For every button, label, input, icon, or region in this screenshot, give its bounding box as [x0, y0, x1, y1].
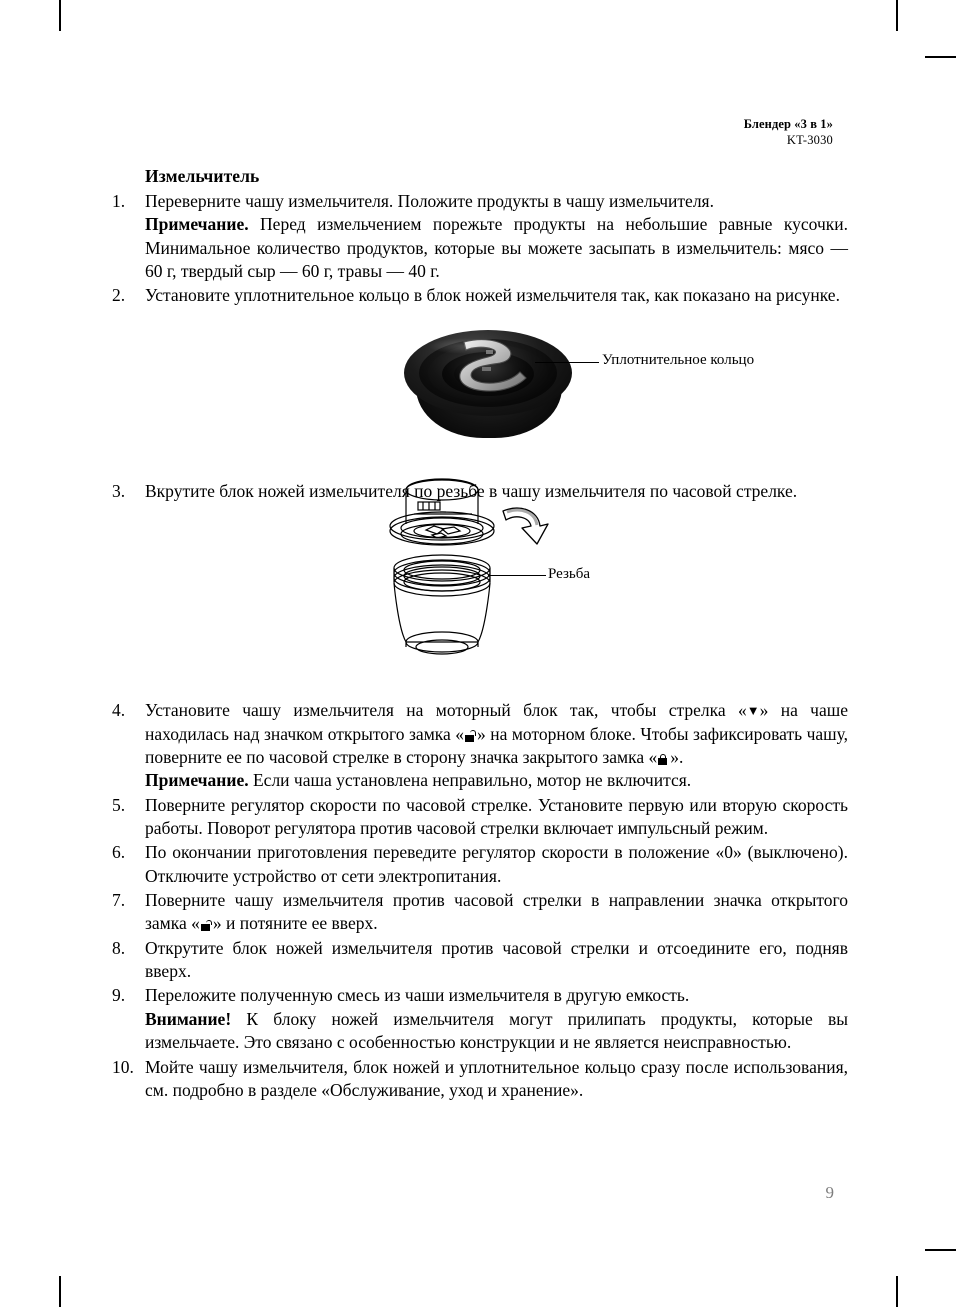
paragraph-text: Переложите полученную смесь из чаши измельчителя в другую емкость.	[145, 985, 690, 1006]
paragraph-text: » и потяните ее вверх.	[212, 913, 378, 934]
paragraph-text: » на чаше находилась над значком открытого замка «	[145, 700, 848, 744]
paragraph-text: Поверните чашу измельчителя против часовой стрелки в направлении значка открытого замка «	[145, 890, 848, 934]
paragraph-text: Установите чашу измельчителя на моторный блок так, чтобы стрелка «	[145, 700, 747, 721]
sealing-ring-label: Уплотнительное кольцо	[602, 352, 755, 368]
step-number: 2.	[112, 285, 126, 306]
instruction-step	[112, 190, 848, 283]
crop-mark-top-right-vertical	[896, 0, 898, 31]
step-paragraph	[145, 984, 848, 1007]
padlock-shackle	[206, 920, 212, 926]
running-head	[744, 116, 833, 148]
instruction-step	[112, 984, 848, 1054]
thread-leader-line	[488, 575, 546, 576]
padlock-open-icon	[200, 918, 213, 931]
paragraph-text: » на моторном блоке. Чтобы зафиксировать чашу, поверните ее по часовой стрелке в сторону значка закрытого замка «	[145, 723, 848, 767]
step-paragraph	[145, 190, 848, 213]
sealing-ring-photo-image	[398, 322, 578, 438]
padlock-body	[465, 735, 474, 742]
step-paragraph	[145, 841, 848, 888]
paragraph-lead-in: Примечание.	[145, 770, 249, 791]
paragraph-text: Если чаша установлена неправильно, мотор не включится.	[248, 770, 692, 791]
instruction-step	[112, 841, 848, 888]
step-paragraph	[145, 794, 848, 841]
paragraph-text: Переверните чашу измельчителя. Положите продукты в чашу измельчителя.	[145, 191, 714, 211]
crop-mark-bottom-right-vertical	[896, 1276, 898, 1307]
instruction-step	[112, 889, 848, 936]
step-number: 10.	[112, 1056, 134, 1077]
photo-highlight	[428, 338, 498, 354]
step-paragraph	[145, 699, 848, 769]
step-number: 3.	[112, 480, 126, 501]
padlock-open-icon	[464, 729, 477, 742]
sealing-ring-leader-line	[535, 362, 599, 363]
padlock-body	[201, 924, 210, 931]
crop-mark-top-left	[59, 0, 61, 31]
instruction-step	[112, 794, 848, 841]
step-number: 9.	[112, 985, 126, 1006]
step-number: 7.	[112, 890, 126, 911]
step-number: 4.	[112, 700, 126, 721]
step-number: 1.	[112, 191, 126, 211]
paragraph-text: Установите уплотнительное кольцо в блок ножей измельчителя так, как показано на рисунке.	[145, 285, 840, 306]
step-paragraph	[145, 937, 848, 984]
instruction-step	[112, 699, 848, 792]
step-paragraph	[145, 213, 848, 283]
paragraph-text: По окончании приготовления переведите регулятор скорости в положение «0» (выключено). Отключите устройство от сети электропитания.	[145, 842, 848, 886]
crop-mark-top-right-horizontal	[925, 56, 956, 58]
paragraph-text: Открутите блок ножей измельчителя против часовой стрелки и отсоедините его, подняв вверх.	[145, 937, 848, 982]
thread-label: Резьба	[548, 566, 591, 582]
step-number: 6.	[112, 842, 126, 863]
triangle-down-icon: ▼	[746, 703, 760, 719]
instruction-step	[112, 284, 848, 307]
paragraph-text: К блоку ножей измельчителя могут прилипать продукты, которые вы измельчаете. Это связано с особенностью конструкции и не является неисправностью.	[145, 1008, 848, 1053]
crop-mark-bottom-left	[59, 1276, 61, 1307]
padlock-body	[658, 758, 667, 765]
paragraph-lead-in: Примечание.	[145, 214, 249, 235]
page-number: 9	[825, 1183, 834, 1202]
step-paragraph	[145, 284, 848, 307]
step-paragraph	[145, 769, 848, 792]
paragraph-text: Поверните регулятор скорости по часовой стрелке. Установите первую или вторую скорость работы. Поворот регулятора против часовой стрелки включает импульсный режим.	[145, 794, 848, 838]
step-number: 8.	[112, 937, 126, 958]
step-paragraph	[145, 1056, 848, 1103]
blade-block-and-bowl-diagram	[380, 478, 800, 658]
instruction-step	[112, 937, 848, 984]
step-number: 5.	[112, 794, 126, 815]
step-paragraph	[145, 889, 848, 936]
instruction-step	[112, 1056, 848, 1103]
rotate-clockwise-arrow-icon	[503, 508, 548, 544]
step-paragraph	[145, 1008, 848, 1055]
running-head-title: Блендер «3 в 1»	[743, 117, 833, 131]
paragraph-text: Перед измельчением порежьте продукты на небольшие равные кусочки. Минимальное количество продуктов, которые вы можете засыпать в измельчитель: мясо — 60 г, твердый сыр — 60 г, травы — 40 г.	[145, 214, 848, 282]
padlock-closed-icon	[657, 752, 670, 765]
paragraph-text: Вкрутите блок ножей измельчителя по резьбе в чашу измельчителя по часовой стрелке.	[145, 480, 798, 501]
paragraph-text: Мойте чашу измельчителя, блок ножей и уплотнительное кольцо сразу после использования, см. подробно в разделе «Обслуживание, уход и хранение».	[145, 1056, 848, 1100]
paragraph-lead-in: Внимание!	[145, 1008, 232, 1029]
blade-block-with-sealing-ring-photo	[398, 322, 848, 440]
padlock-shackle	[470, 730, 476, 736]
padlock-shackle	[660, 754, 666, 759]
paragraph-text: ».	[670, 746, 684, 767]
section-title: Измельчитель	[145, 166, 260, 186]
running-head-model: KT-3030	[786, 133, 833, 147]
crop-mark-bottom-right-horizontal	[925, 1249, 956, 1251]
